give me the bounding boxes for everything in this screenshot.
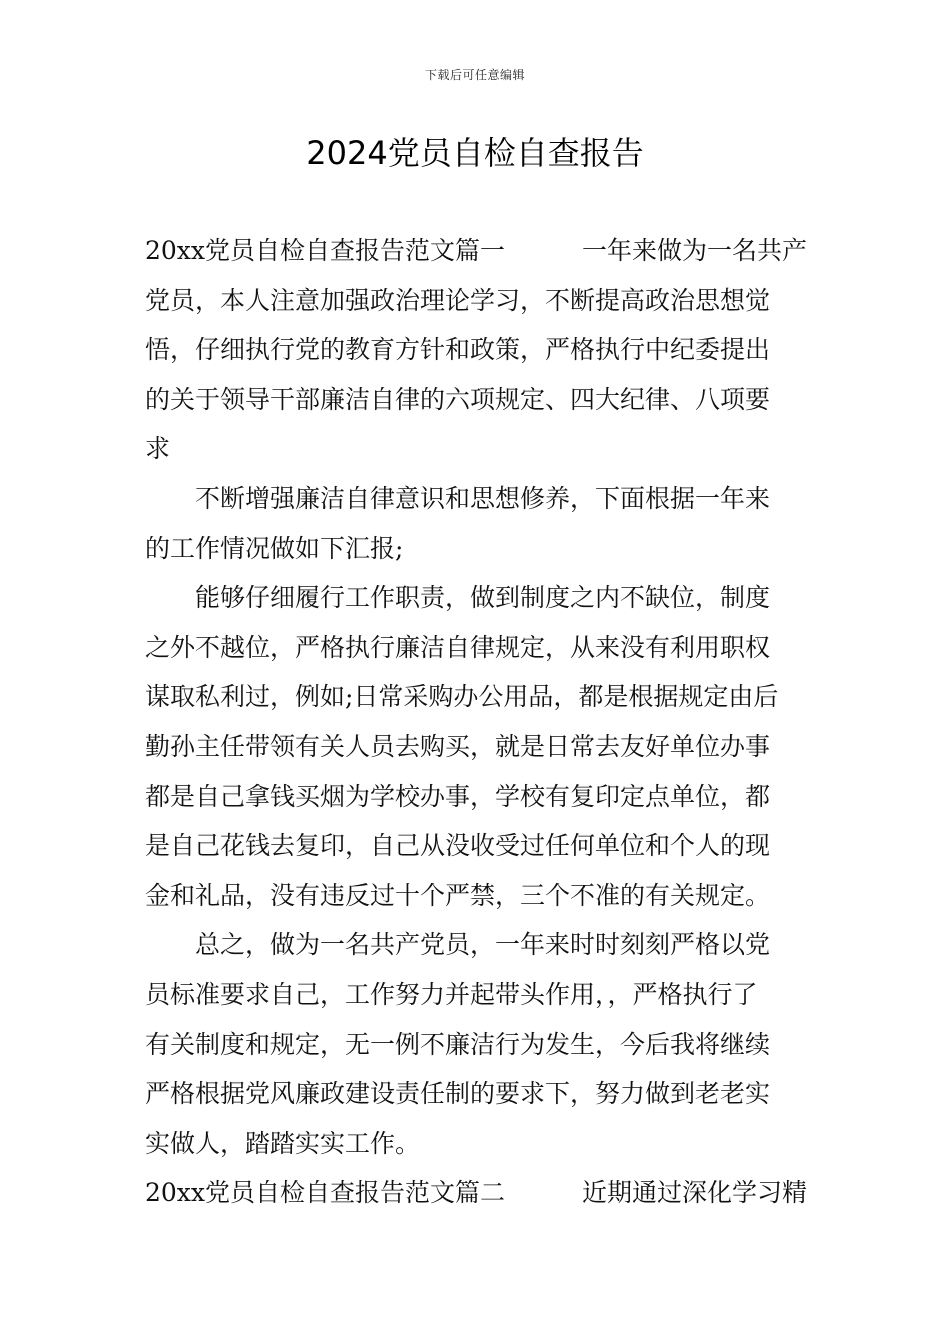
header-note: 下载后可任意编辑 bbox=[424, 68, 525, 82]
paragraph-line: 的关于领导干部廉洁自律的六项规定、四大纪律、八项要 bbox=[145, 384, 771, 414]
paragraph-line: 党员，本人注意加强政治理论学习，不断提高政治思想觉 bbox=[145, 285, 771, 315]
paragraph-line: 不断增强廉洁自律意识和思想修养，下面根据一年来 bbox=[195, 483, 771, 513]
section-heading: 20xx党员自检自查报告范文篇一 bbox=[145, 236, 506, 265]
document-title: 2024党员自检自查报告 bbox=[306, 134, 644, 172]
document-body bbox=[145, 226, 807, 1218]
paragraph-line: 员标准要求自己，工作努力并起带头作用，，严格执行了 bbox=[145, 979, 758, 1009]
section-heading: 20xx党员自检自查报告范文篇二 bbox=[145, 1178, 506, 1208]
paragraph-text: 近期通过深化学习精 bbox=[581, 1178, 807, 1208]
paragraph-line: 谋取私利过，例如;日常采购办公用品，都是根据规定由后 bbox=[145, 682, 779, 712]
paragraph-line: 金和礼品，没有违反过十个严禁，三个不准的有关规定。 bbox=[145, 880, 771, 910]
paragraph-line: 之外不越位，严格执行廉洁自律规定，从来没有利用职权 bbox=[145, 632, 771, 662]
paragraph-line: 是自己花钱去复印，自己从没收受过任何单位和个人的现 bbox=[145, 831, 771, 861]
paragraph-text: 一年来做为一名共产 bbox=[581, 236, 807, 265]
paragraph-line: 求 bbox=[145, 434, 171, 464]
paragraph-line: 的工作情况做如下汇报; bbox=[145, 533, 404, 563]
section-heading-line bbox=[145, 226, 807, 276]
paragraph-line: 都是自己拿钱买烟为学校办事，学校有复印定点单位，都 bbox=[145, 781, 771, 811]
paragraph-line: 悟，仔细执行党的教育方针和政策，严格执行中纪委提出 bbox=[145, 335, 771, 365]
paragraph-line: 勤孙主任带领有关人员去购买，就是日常去友好单位办事 bbox=[145, 731, 771, 761]
paragraph-line: 能够仔细履行工作职责，做到制度之内不缺位，制度 bbox=[195, 583, 771, 613]
paragraph-line: 实做人，踏踏实实工作。 bbox=[145, 1128, 421, 1158]
paragraph-line: 严格根据党风廉政建设责任制的要求下，努力做到老老实 bbox=[145, 1079, 771, 1109]
paragraph-line: 总之，做为一名共产党员，一年来时时刻刻严格以党 bbox=[195, 930, 771, 960]
paragraph-line: 有关制度和规定，无一例不廉洁行为发生，今后我将继续 bbox=[145, 1029, 771, 1059]
section-heading-line bbox=[145, 1168, 807, 1218]
